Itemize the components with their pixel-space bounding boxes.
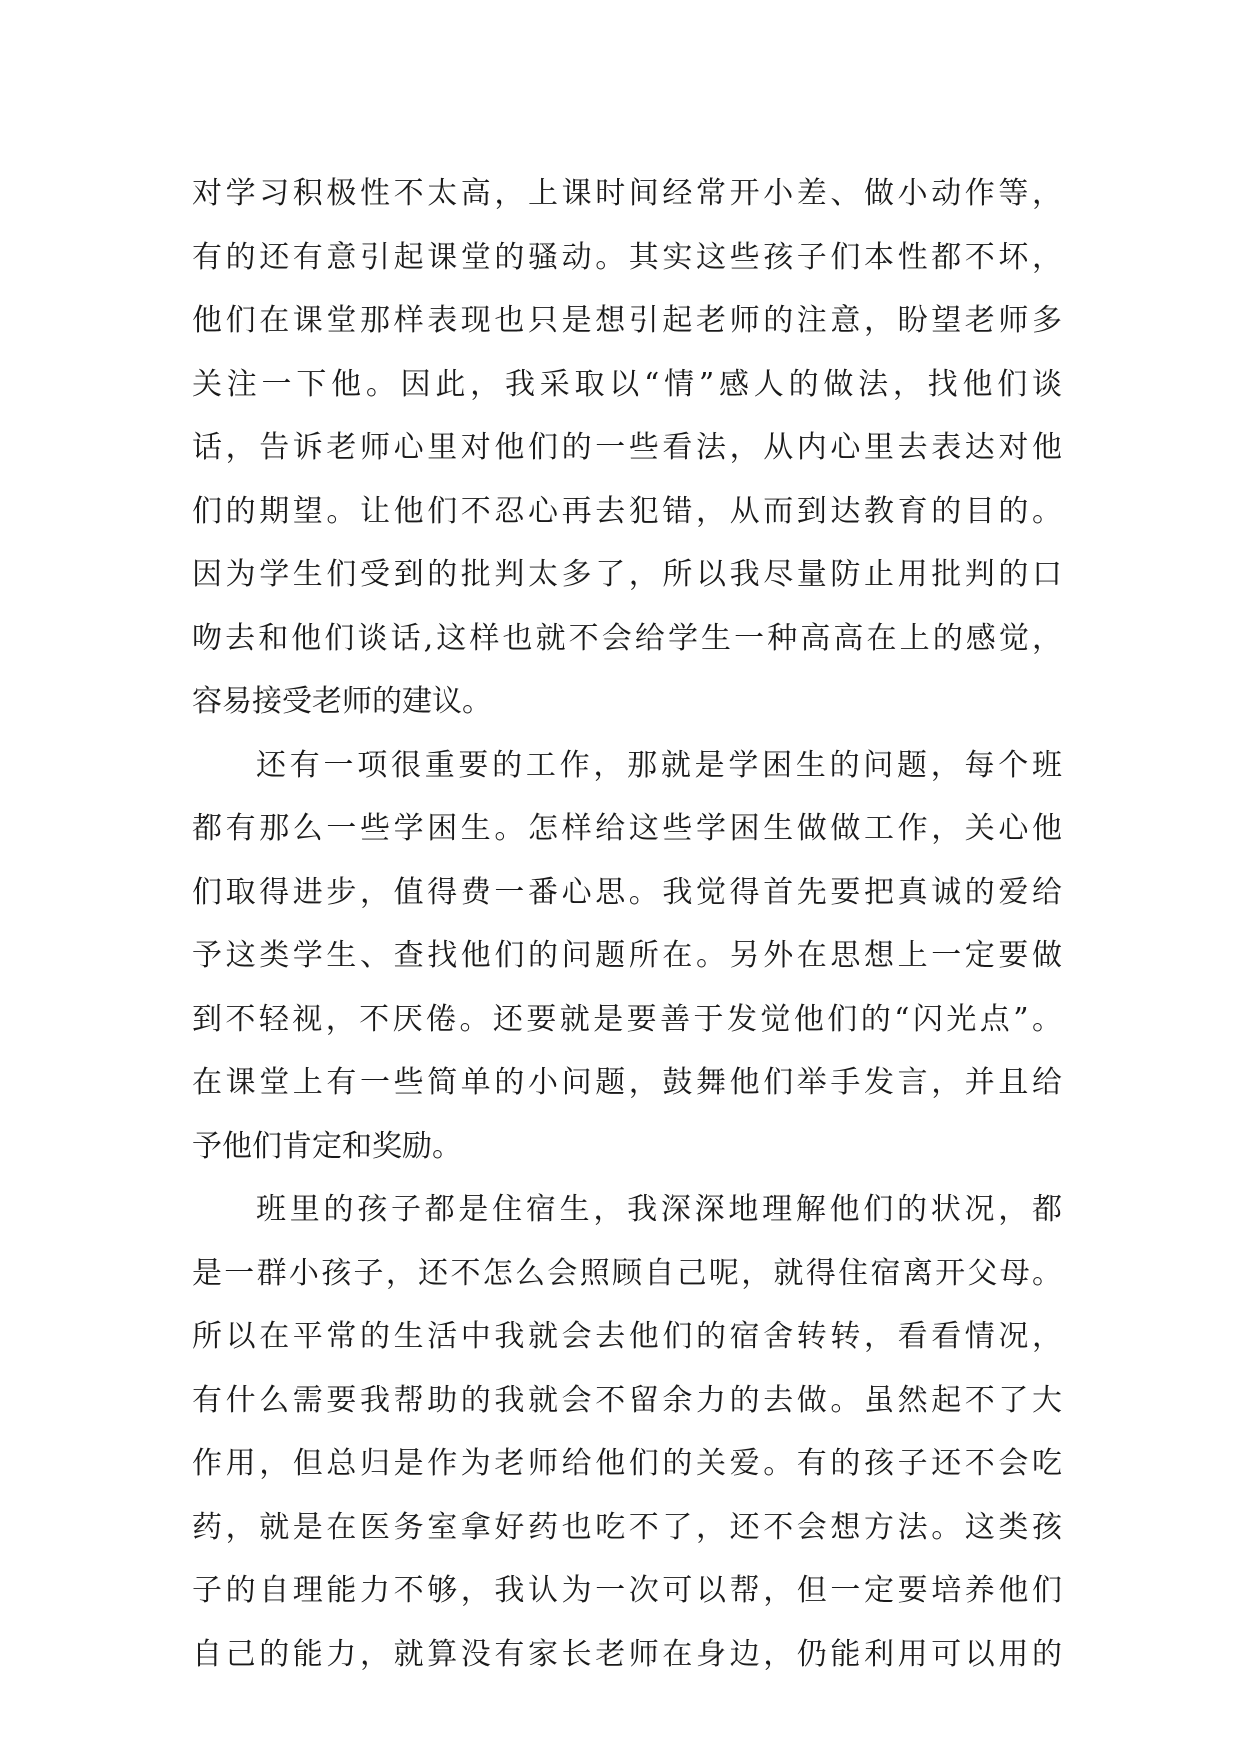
text-line: 在课堂上有一些简单的小问题，鼓舞他们举手发言，并且给 (192, 1065, 1062, 1100)
text-line: 自己的能力，就算没有家长老师在身边，仍能利用可以用的 (192, 1636, 1062, 1672)
text-line: 他们在课堂那样表现也只是想引起老师的注意，盼望老师多 (192, 303, 1062, 338)
text-line: 都有那么一些学困生。怎样给这些学困生做做工作，关心他 (192, 811, 1062, 846)
text-line: 予他们肯定和奖励。 (192, 1128, 462, 1164)
text-line: 关注一下他。因此，我采取以“情”感人的做法，找他们谈 (192, 366, 1062, 402)
paragraph-start-line: 还有一项很重要的工作，那就是学困生的问题，每个班 (256, 747, 1062, 783)
paragraph-start-line: 班里的孩子都是住宿生，我深深地理解他们的状况，都 (256, 1192, 1062, 1227)
text-line: 们取得进步，值得费一番心思。我觉得首先要把真诚的爱给 (192, 874, 1062, 910)
text-line: 到不轻视，不厌倦。还要就是要善于发觉他们的“闪光点”。 (192, 1001, 1062, 1037)
text-line: 话，告诉老师心里对他们的一些看法，从内心里去表达对他 (192, 430, 1062, 465)
text-line: 是一群小孩子，还不怎么会照顾自己呢，就得住宿离开父母。 (192, 1255, 1062, 1291)
text-line: 有什么需要我帮助的我就会不留余力的去做。虽然起不了大 (192, 1382, 1062, 1418)
text-line: 有的还有意引起课堂的骚动。其实这些孩子们本性都不坏， (192, 239, 1062, 275)
text-line: 因为学生们受到的批判太多了，所以我尽量防止用批判的口 (192, 557, 1062, 592)
text-line: 作用，但总归是作为老师给他们的关爱。有的孩子还不会吃 (192, 1446, 1062, 1481)
text-line: 对学习积极性不太高，上课时间经常开小差、做小动作等， (192, 176, 1062, 211)
text-line: 药，就是在医务室拿好药也吃不了，还不会想方法。这类孩 (192, 1509, 1062, 1545)
text-line: 容易接受老师的建议。 (192, 684, 492, 719)
text-line: 吻去和他们谈话,这样也就不会给学生一种高高在上的感觉， (192, 620, 1062, 656)
text-line: 子的自理能力不够，我认为一次可以帮，但一定要培养他们 (192, 1573, 1062, 1608)
text-line: 们的期望。让他们不忍心再去犯错，从而到达教育的目的。 (192, 493, 1062, 529)
body-text (192, 162, 1062, 1686)
text-line: 所以在平常的生活中我就会去他们的宿舍转转，看看情况， (192, 1319, 1062, 1354)
text-line: 予这类学生、查找他们的问题所在。另外在思想上一定要做 (192, 938, 1062, 973)
